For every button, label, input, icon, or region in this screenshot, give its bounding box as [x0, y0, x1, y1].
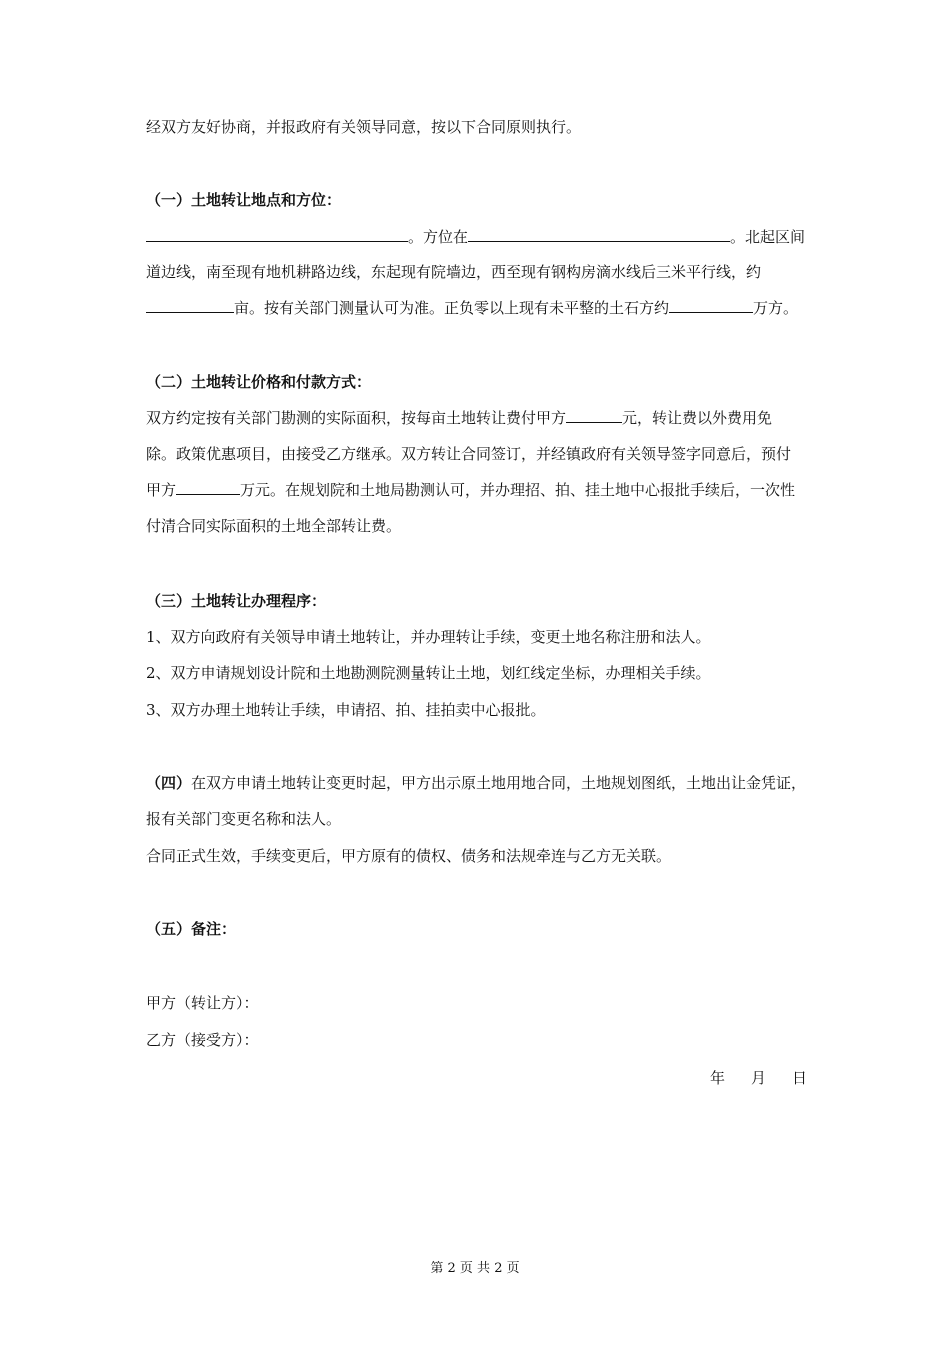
date-month: 月	[751, 1069, 767, 1087]
location-blank	[146, 227, 408, 242]
section-4-line-3: 合同正式生效，手续变更后，甲方原有的债权、债务和法规牵连与乙方无关联。	[146, 847, 672, 865]
page-footer: 第 2 页 共 2 页	[430, 1261, 520, 1276]
intro-paragraph: 经双方友好协商，并报政府有关领导同意，按以下合同原则执行。	[146, 118, 582, 136]
section-1-line-3	[146, 298, 798, 318]
section-4-line-2: 报有关部门变更名称和法人。	[146, 810, 342, 828]
section-2-text: 万元。在规划院和土地局勘测认可，并办理招、拍、挂土地中心报批手续后，一次性	[240, 481, 796, 499]
section-2-heading: （二）土地转让价格和付款方式：	[146, 373, 372, 391]
section-1-text: 万方。	[753, 299, 799, 317]
section-2-line-3	[146, 480, 795, 500]
section-3-item: 2、双方申请规划设计院和土地勘测院测量转让土地，划红线定坐标，办理相关手续。	[146, 664, 711, 682]
price-per-mu-blank	[566, 408, 622, 423]
section-2-text: 元，转让费以外费用免	[622, 409, 773, 427]
party-b-signature: 乙方（接受方）：	[146, 1031, 259, 1049]
section-1-text: 。方位在	[408, 228, 469, 246]
section-1-text: 。北起区间	[730, 228, 806, 246]
section-1-line-1	[146, 227, 805, 247]
date-year: 年	[710, 1069, 726, 1087]
section-2-text: 双方约定按有关部门勘测的实际面积，按每亩土地转让费付甲方	[146, 409, 567, 427]
section-2-text: 甲方	[146, 481, 177, 499]
section-4-line-1	[146, 773, 806, 793]
section-2-line-2: 除。政策优惠项目，由接受乙方继承。双方转让合同签订，并经镇政府有关领导签字同意后，预付	[146, 445, 792, 463]
area-blank	[146, 298, 234, 313]
section-1-heading: （一）土地转让地点和方位：	[146, 191, 342, 209]
date-line	[710, 1067, 807, 1088]
section-5-heading: （五）备注：	[146, 920, 237, 938]
party-a-signature: 甲方（转让方）：	[146, 994, 259, 1012]
section-1-line-2: 道边线，南至现有地机耕路边线，东起现有院墙边，西至现有钢构房滴水线后三米平行线，约	[146, 263, 762, 281]
prepayment-blank	[176, 480, 240, 495]
date-day: 日	[792, 1069, 808, 1087]
section-1-text: 亩。按有关部门测量认可为准。正负零以上现有未平整的土石方约	[234, 299, 670, 317]
section-4-text: 在双方申请土地转让变更时起，甲方出示原土地用地合同，土地规划图纸，土地出让金凭证，	[191, 774, 807, 792]
section-3-item: 3、双方办理土地转让手续，申请招、拍、挂拍卖中心报批。	[146, 701, 546, 719]
section-4-heading: （四）	[146, 774, 192, 792]
orientation-blank	[468, 227, 730, 242]
earthwork-blank	[669, 298, 753, 313]
section-2-line-4: 付清合同实际面积的土地全部转让费。	[146, 517, 402, 535]
section-2-line-1	[146, 408, 772, 428]
section-3-item: 1、双方向政府有关领导申请土地转让，并办理转让手续，变更土地名称注册和法人。	[146, 628, 711, 646]
section-3-heading: （三）土地转让办理程序：	[146, 592, 327, 610]
